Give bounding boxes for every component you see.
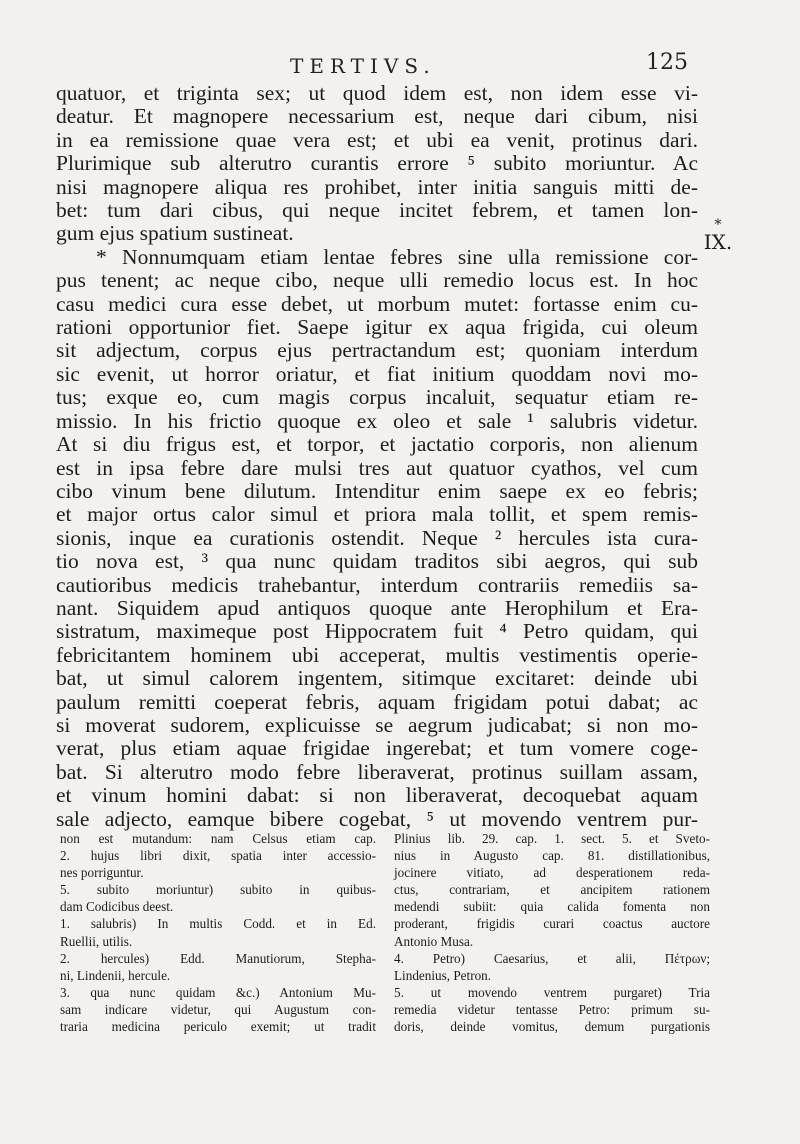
- footnote-line: nes porriguntur.: [60, 865, 144, 881]
- text-line: verat, plus etiam aquae frigidae ingerebat; et tum vomere coge-: [56, 736, 698, 761]
- footnote-line: Ruellii, utilis.: [60, 933, 133, 949]
- running-title: TERTIVS.: [290, 54, 436, 78]
- text-line: et vinum homini dabat: si non liberaverat, decoquebat aquam: [56, 783, 698, 808]
- footnote-line: Lindenius, Petron.: [394, 967, 492, 983]
- margin-chapter-number: IX.: [703, 230, 733, 254]
- footnote-line: 5. subito moriuntur) subito in quibus-: [60, 882, 376, 898]
- footnote-line: 2. hercules) Edd. Manutiorum, Stepha-: [60, 950, 376, 966]
- footnote-line: 2. hujus libri dixit, spatia inter accessio-: [60, 848, 376, 864]
- footnote-line: dam Codicibus deest.: [60, 899, 174, 915]
- text-line: tus; exque eo, cum magis corpus incaluit, sequatur etiam re-: [56, 385, 698, 410]
- footnotes-right-column: [394, 830, 710, 1035]
- text-line: deatur. Et magnopere necessarium est, neque dari cibum, nisi: [56, 104, 698, 129]
- footnote-line: 1. salubris) In multis Codd. et in Ed.: [60, 916, 376, 932]
- text-line: in ea remissione quae vera est; et ubi ea venit, protinus dari.: [56, 127, 698, 152]
- text-line: cibo vinum bene dilutum. Intenditur enim saepe ex eo febris;: [56, 478, 698, 503]
- text-line: nant. Siquidem apud antiquos quoque ante Herophilum et Era-: [56, 595, 698, 620]
- text-line: et major ortus calor simul et priora mala tollit, et spem remis-: [56, 502, 698, 527]
- text-line: est in ipsa febre dare mulsi tres aut quatuor cyathos, vel cum: [56, 455, 698, 480]
- text-line: bat. Si alterutro modo febre liberaverat, protinus suillam assam,: [56, 759, 698, 784]
- text-line: sionis, inque ea curationis ostendit. Neque ² hercules ista cura-: [56, 525, 698, 550]
- text-line: sic evenit, ut horror oriatur, et fiat initium quoddam novi mo-: [56, 361, 698, 386]
- footnotes: [60, 830, 710, 1050]
- footnote-line: jocinere vitiato, ad desperationem reda-: [394, 865, 710, 881]
- text-line: rationi opportunior fiet. Saepe igitur ex aqua frigida, cui oleum: [56, 315, 698, 340]
- footnote-line: traria medicina periculo exemit; ut tradit: [60, 1019, 376, 1035]
- margin-star-icon: *: [714, 217, 722, 233]
- footnotes-left-column: [60, 830, 376, 1035]
- text-line: gum ejus spatium sustineat.: [56, 221, 294, 246]
- margin-chapter-marker: [703, 217, 733, 254]
- text-line: sistratum, maximeque post Hippocratem fuit ⁴ Petro quidam, qui: [56, 619, 698, 644]
- page-header: [0, 50, 800, 82]
- text-line: casu medici cura esse debet, ut morbum mutet: fortasse enim cu-: [56, 291, 698, 316]
- text-line: febricitantem hominem ubi acceperat, multis vestimentis operie-: [56, 642, 698, 667]
- text-line: paulum remitti coeperat febris, aquam frigidam potui dabat; ac: [56, 689, 698, 714]
- text-line: bet: tum dari cibus, qui neque incitet febrem, et tamen lon-: [56, 198, 698, 223]
- footnote-line: 4. Petro) Caesarius, et alii, Πέτρων;: [394, 950, 710, 966]
- footnote-line: non est mutandum: nam Celsus etiam cap.: [60, 831, 376, 846]
- text-line: nisi magnopere aliqua res prohibet, inter initia sanguis mitti de-: [56, 174, 698, 199]
- footnote-line: sam indicare videtur, qui Augustum con-: [60, 1001, 376, 1017]
- text-line: pus tenent; ac neque cibo, neque ulli remedio locus est. In hoc: [56, 268, 698, 293]
- text-line: At si diu frigus est, et torpor, et jactatio corporis, non alienum: [56, 432, 698, 457]
- text-line: missio. In his frictio quoque ex oleo et sale ¹ salubris videtur.: [56, 408, 698, 433]
- text-line: bat, ut simul calorem ingentem, sitimque excitaret: deinde ubi: [56, 666, 698, 691]
- footnote-line: doris, deinde vomitus, demum purgationis: [394, 1019, 710, 1035]
- footnote-line: ctus, contrariam, et ancipitem rationem: [394, 882, 710, 898]
- text-line: cautioribus medicis trahebantur, interdum contrariis remediis sa-: [56, 572, 698, 597]
- footnote-line: ni, Lindenii, hercule.: [60, 967, 171, 983]
- text-line: * Nonnumquam etiam lentae febres sine ulla remissione cor-: [96, 244, 698, 269]
- footnote-line: nius in Augusto cap. 81. distillationibus,: [394, 848, 710, 864]
- footnote-line: Antonio Musa.: [394, 933, 474, 949]
- footnote-line: proderant, frigidis curari coactus auctore: [394, 916, 710, 932]
- footnote-line: medendi subiit: quia calida fomenta non: [394, 899, 710, 915]
- footnote-line: 5. ut movendo ventrem purgaret) Tria: [394, 984, 710, 1000]
- footnote-line: Plinius lib. 29. cap. 1. sect. 5. et Sveto-: [394, 831, 710, 846]
- text-line: quatuor, et triginta sex; ut quod idem est, non idem esse vi-: [56, 81, 698, 105]
- text-line: sit adjectum, corpus ejus pertractandum est; quoniam interdum: [56, 338, 698, 363]
- page-number: 125: [646, 50, 688, 75]
- text-line: sale adjecto, eamque bibere cogebat, ⁵ ut movendo ventrem pur-: [56, 806, 698, 831]
- text-line: Plurimique sub alterutro curantis errore ⁵ subito moriuntur. Ac: [56, 151, 698, 176]
- text-line: tio nova est, ³ qua nunc quidam traditos sibi aegros, qui sub: [56, 549, 698, 574]
- footnote-line: 3. qua nunc quidam &c.) Antonium Mu-: [60, 984, 376, 1000]
- main-text-body: [56, 82, 698, 831]
- text-line: si moverat sudorem, explicuisse se aegrum judicabat; si non mo-: [56, 712, 698, 737]
- footnote-line: remedia videtur tentasse Petro: primum su-: [394, 1001, 710, 1017]
